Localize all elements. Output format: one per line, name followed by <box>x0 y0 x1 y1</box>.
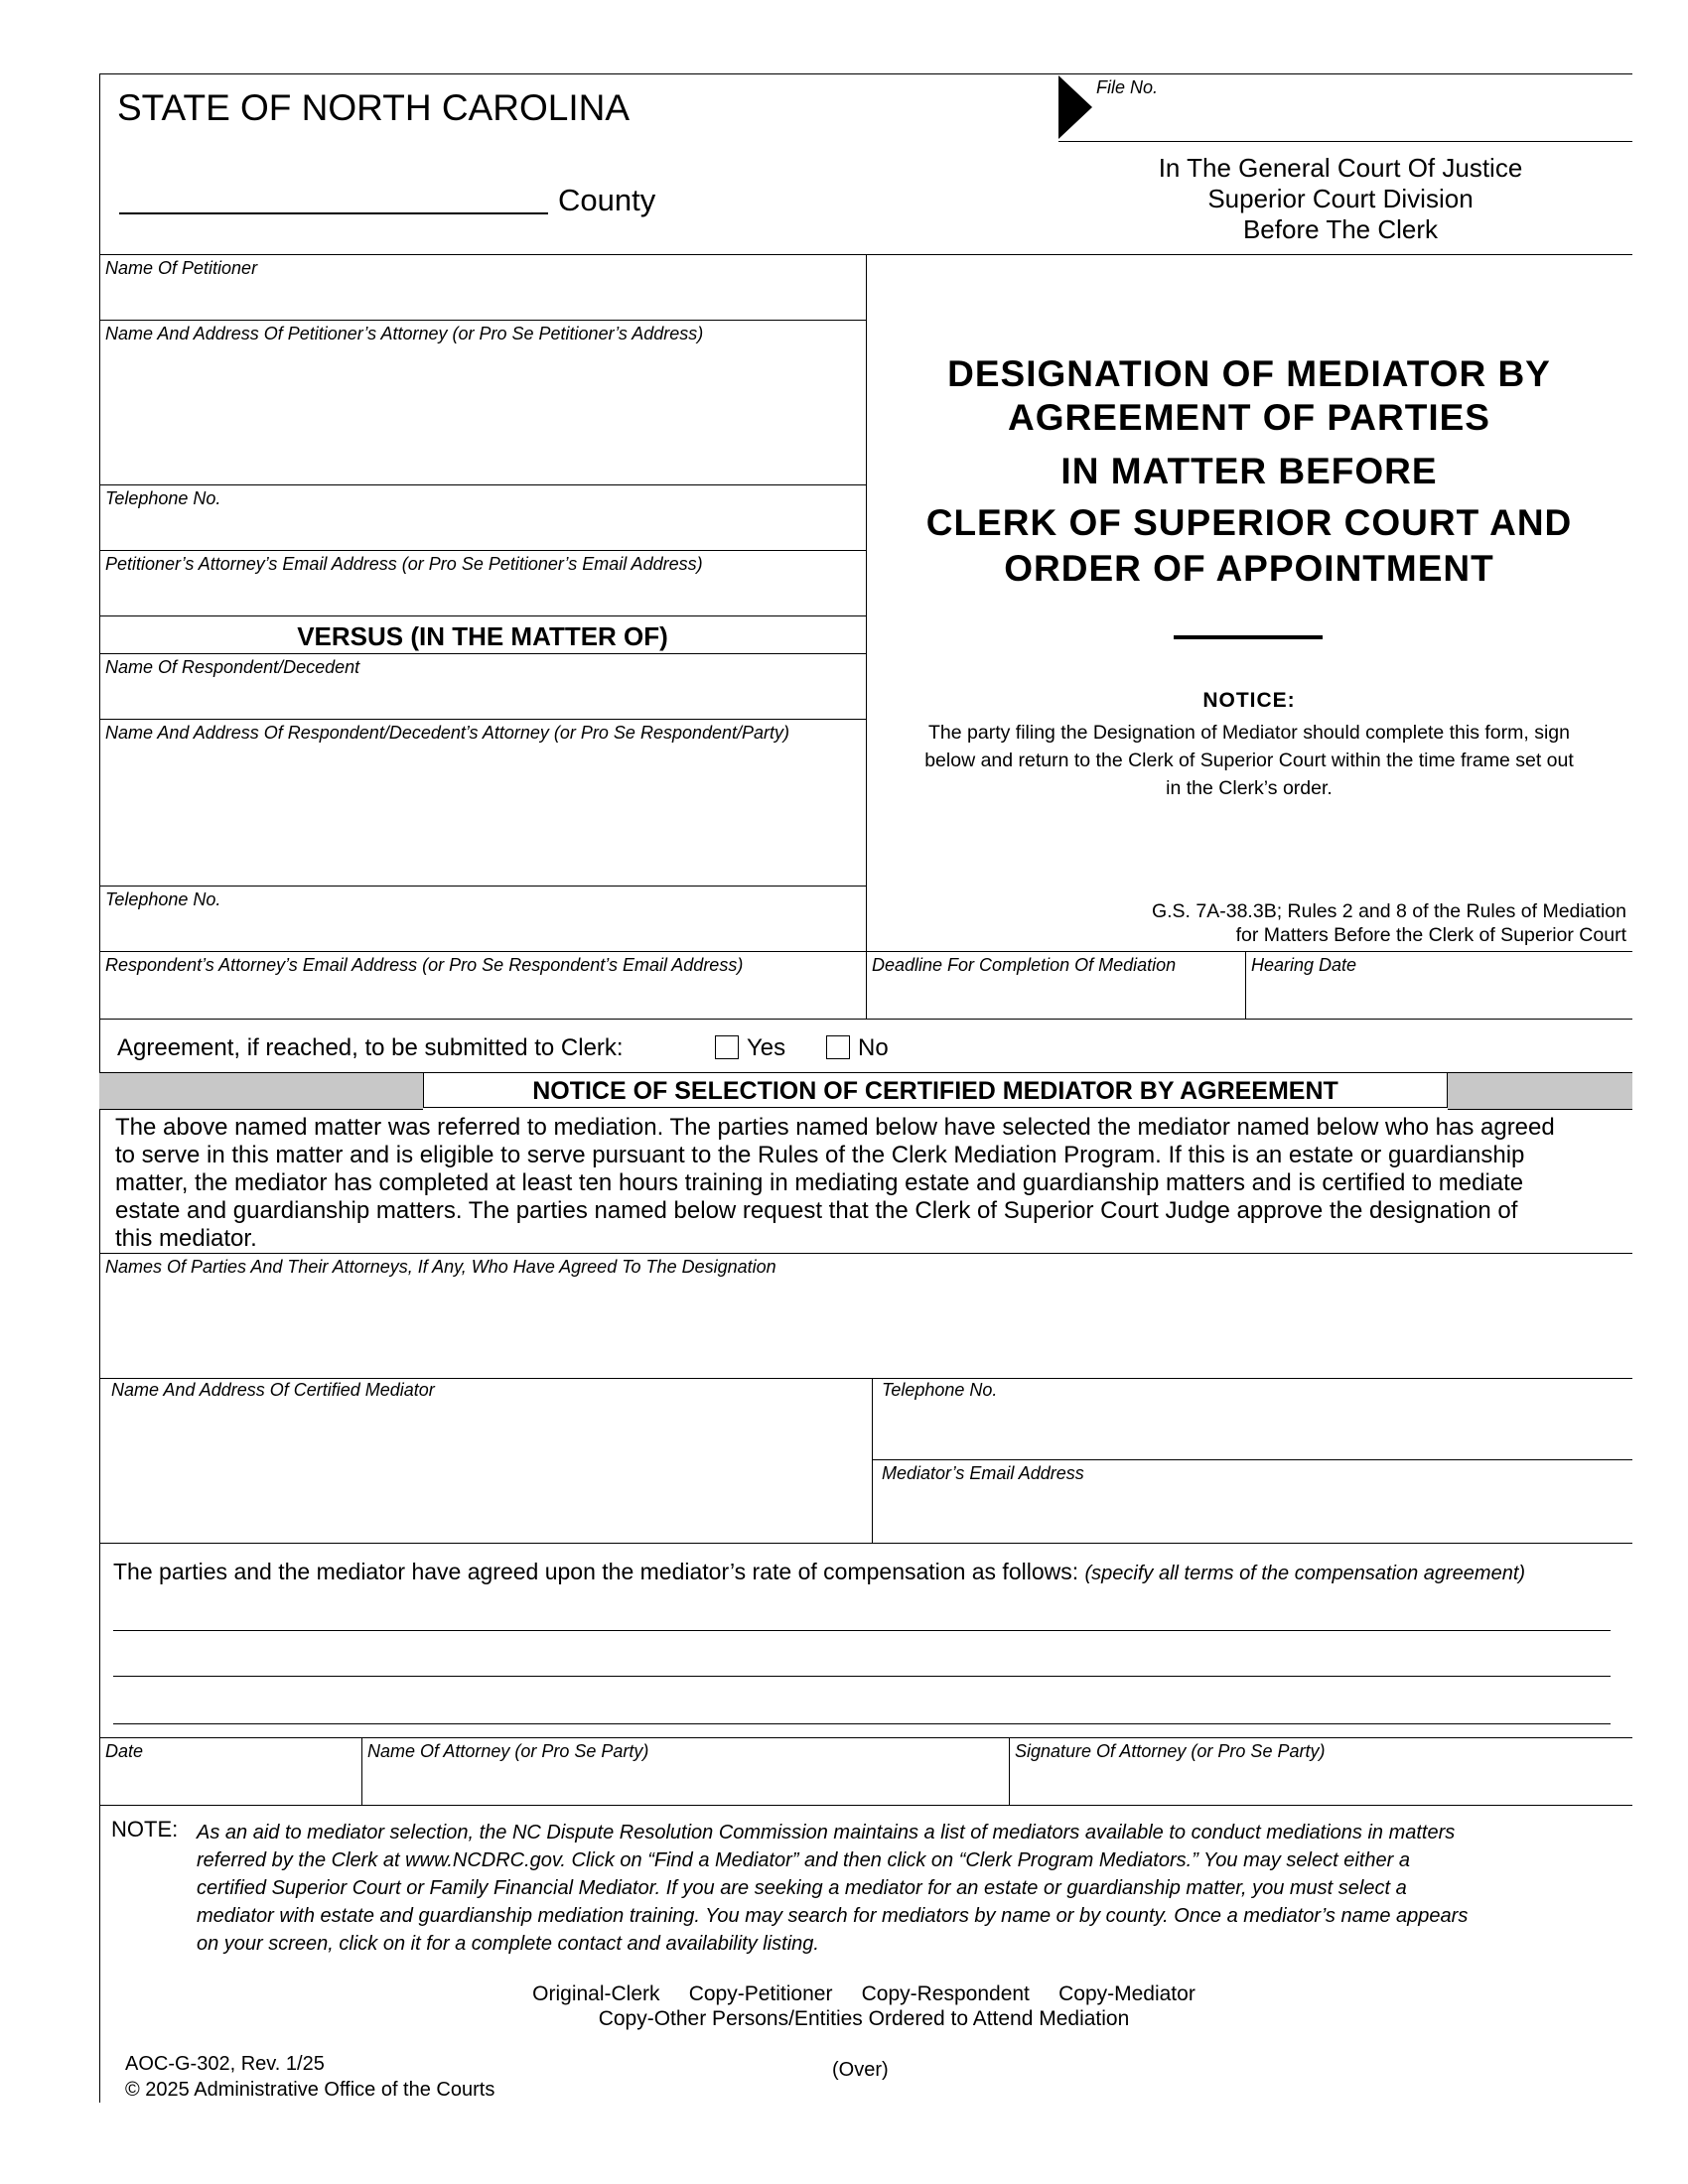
notice-line-2: below and return to the Clerk of Superior Court within the time frame set out <box>924 750 1574 771</box>
versus-heading: VERSUS (IN THE MATTER OF) <box>297 621 668 651</box>
title-line-3: IN MATTER BEFORE <box>1060 451 1438 491</box>
court-line-1: In The General Court Of Justice <box>1158 153 1523 183</box>
note-line-2: referred by the Clerk at www.NCDRC.gov. Click on “Find a Mediator” and then click on “Clerk Program Mediators.” You may select either a <box>197 1849 1410 1871</box>
petitioner-attorney-field[interactable] <box>103 349 858 480</box>
copyright: © 2025 Administrative Office of the Courts <box>125 2079 495 2101</box>
distribution <box>397 1981 1331 2031</box>
notice-line-1: The party filing the Designation of Mediator should complete this form, sign <box>928 722 1570 744</box>
court-line-2: Superior Court Division <box>1207 184 1474 213</box>
no-checkbox[interactable] <box>826 1035 850 1059</box>
attorney-name-field[interactable] <box>365 1765 1005 1801</box>
row-line <box>99 951 1632 952</box>
petitioner-name-label: Name Of Petitioner <box>105 258 258 278</box>
col-line <box>872 1378 873 1543</box>
notice-heading: NOTICE: <box>1202 689 1296 712</box>
row-line <box>99 1378 1632 1379</box>
petitioner-phone-label: Telephone No. <box>105 488 221 508</box>
hearing-date-field[interactable] <box>1249 979 1626 1015</box>
yes-checkbox[interactable] <box>715 1035 739 1059</box>
dist-copy-mediator: Copy-Mediator <box>1058 1982 1196 2005</box>
body-paragraph <box>115 1114 1624 1253</box>
row-line <box>99 1543 1632 1544</box>
row-line <box>99 1253 1632 1254</box>
petitioner-name-field[interactable] <box>103 282 858 318</box>
file-no-arrow-icon <box>1058 75 1092 139</box>
compensation-line-3[interactable] <box>113 1723 1611 1724</box>
court-lines <box>1092 153 1589 245</box>
dist-copy-petitioner: Copy-Petitioner <box>688 1982 833 2005</box>
row-line <box>99 719 866 720</box>
dist-copy-respondent: Copy-Respondent <box>861 1982 1030 2005</box>
respondent-phone-label: Telephone No. <box>105 889 221 909</box>
title-line-2: AGREEMENT OF PARTIES <box>1008 397 1490 438</box>
over-label: (Over) <box>832 2059 889 2081</box>
row-line <box>99 1737 1632 1738</box>
respondent-name-label: Name Of Respondent/Decedent <box>105 657 360 677</box>
body-line-1: The above named matter was referred to mediation. The parties named below have selected the mediator named below who has agreed <box>115 1114 1555 1141</box>
title-line-4: CLERK OF SUPERIOR COURT AND <box>925 502 1573 543</box>
note-line-5: on your screen, click on it for a complete contact and availability listing. <box>197 1933 819 1955</box>
body-line-2: to serve in this matter and is eligible to serve pursuant to the Rules of the Clerk Mediation Program. If this is an estate or guardianship <box>115 1142 1525 1168</box>
distribution-line-1 <box>397 1981 1331 2006</box>
deadline-label: Deadline For Completion Of Mediation <box>872 955 1177 975</box>
title-underline <box>1174 635 1323 639</box>
yes-label: Yes <box>747 1034 786 1061</box>
file-no-line <box>1058 141 1632 142</box>
signature-label: Signature Of Attorney (or Pro Se Party) <box>1015 1741 1326 1761</box>
mediator-name-field[interactable] <box>109 1406 864 1539</box>
note-line-1: As an aid to mediator selection, the NC Dispute Resolution Commission maintains a list of mediators available to conduct mediations in matters <box>197 1822 1456 1843</box>
county-blank[interactable] <box>119 212 548 214</box>
row-line <box>99 1019 1632 1020</box>
petitioner-email-field[interactable] <box>103 578 858 614</box>
respondent-name-field[interactable] <box>103 681 858 717</box>
hearing-date-label: Hearing Date <box>1251 955 1357 975</box>
row-line <box>99 1805 1632 1806</box>
section-bar-right <box>1448 1072 1632 1110</box>
county-label: County <box>558 183 656 217</box>
petitioner-phone-field[interactable] <box>103 512 858 548</box>
parties-field[interactable] <box>103 1283 1622 1374</box>
compensation-hint: (specify all terms of the compensation agreement) <box>1084 1563 1526 1584</box>
title-line-1: DESIGNATION OF MEDIATOR BY <box>947 353 1551 394</box>
petitioner-email-label: Petitioner’s Attorney’s Email Address (or Pro Se Petitioner’s Email Address) <box>105 554 703 574</box>
body-line-4: estate and guardianship matters. The parties named below request that the Clerk of Superior Court Judge approve the designation of <box>115 1197 1518 1224</box>
note-line-3: certified Superior Court or Family Financial Mediator. If you are seeking a mediator for an estate or guardianship matter, you must select a <box>197 1877 1407 1899</box>
statute-line-1: G.S. 7A-38.3B; Rules 2 and 8 of the Rules of Mediation <box>1151 900 1626 922</box>
attorney-name-label: Name Of Attorney (or Pro Se Party) <box>367 1741 649 1761</box>
mediator-email-label: Mediator’s Email Address <box>882 1463 1084 1483</box>
mediator-phone-label: Telephone No. <box>882 1380 998 1400</box>
parties-label: Names Of Parties And Their Attorneys, If Any, Who Have Agreed To The Designation <box>105 1257 776 1277</box>
body-line-3: matter, the mediator has completed at least ten hours training in mediating estate and guardianship matters and is certified to mediate <box>115 1169 1524 1196</box>
row-line <box>99 484 866 485</box>
deadline-field[interactable] <box>870 979 1241 1015</box>
mediator-name-label: Name And Address Of Certified Mediator <box>111 1380 435 1400</box>
title-line-5: ORDER OF APPOINTMENT <box>1004 548 1494 589</box>
date-label: Date <box>105 1741 144 1761</box>
file-no-label: File No. <box>1096 77 1159 97</box>
body-line-5: this mediator. <box>115 1225 257 1252</box>
file-no-field[interactable] <box>1096 99 1622 139</box>
date-field[interactable] <box>103 1765 357 1801</box>
compensation-line-2[interactable] <box>113 1676 1611 1677</box>
compensation-text <box>113 1559 1525 1585</box>
col-line <box>361 1737 362 1805</box>
row-line <box>99 320 866 321</box>
respondent-attorney-label: Name And Address Of Respondent/Decedent’s Attorney (or Pro Se Respondent/Party) <box>105 723 790 743</box>
notice-text <box>866 719 1632 802</box>
row-line <box>99 886 866 887</box>
note-text <box>197 1819 1632 1958</box>
state-title: STATE OF NORTH CAROLINA <box>117 87 630 128</box>
row-line <box>872 1459 1632 1460</box>
section-title: NOTICE OF SELECTION OF CERTIFIED MEDIATOR BY AGREEMENT <box>423 1072 1448 1108</box>
petitioner-attorney-label: Name And Address Of Petitioner’s Attorney (or Pro Se Petitioner’s Address) <box>105 324 704 343</box>
mediator-email-field[interactable] <box>880 1489 1626 1539</box>
statute-line-2: for Matters Before the Clerk of Superior Court <box>1235 924 1626 946</box>
statute-text <box>866 899 1626 947</box>
signature-field[interactable] <box>1013 1765 1626 1801</box>
row-line <box>99 653 866 654</box>
top-border <box>99 73 1632 74</box>
no-label: No <box>858 1034 889 1061</box>
col-line <box>1245 951 1246 1019</box>
form-number: AOC-G-302, Rev. 1/25 <box>125 2053 325 2075</box>
section-bar-left <box>99 1072 423 1110</box>
dist-original-clerk: Original-Clerk <box>532 1982 660 2005</box>
respondent-phone-field[interactable] <box>103 913 858 949</box>
respondent-attorney-field[interactable] <box>103 749 858 882</box>
mediator-phone-field[interactable] <box>880 1406 1626 1455</box>
col-line <box>1009 1737 1010 1805</box>
row-line <box>99 550 866 551</box>
compensation-line-1[interactable] <box>113 1630 1611 1631</box>
note-line-4: mediator with estate and guardianship mediation training. You may search for mediators by name or by county. Once a mediator’s name appears <box>197 1905 1469 1927</box>
respondent-email-label: Respondent’s Attorney’s Email Address (or Pro Se Respondent’s Email Address) <box>105 955 744 975</box>
respondent-email-field[interactable] <box>103 979 858 1015</box>
note-label: NOTE: <box>111 1817 179 1842</box>
court-line-3: Before The Clerk <box>1242 214 1439 244</box>
compensation-label: The parties and the mediator have agreed upon the mediator’s rate of compensation as follows: <box>113 1559 1079 1584</box>
notice-line-3: in the Clerk’s order. <box>1166 777 1333 799</box>
distribution-line-2: Copy-Other Persons/Entities Ordered to Attend Mediation <box>598 2007 1130 2030</box>
row-line <box>99 615 866 616</box>
agreement-label: Agreement, if reached, to be submitted to Clerk: <box>117 1034 624 1061</box>
